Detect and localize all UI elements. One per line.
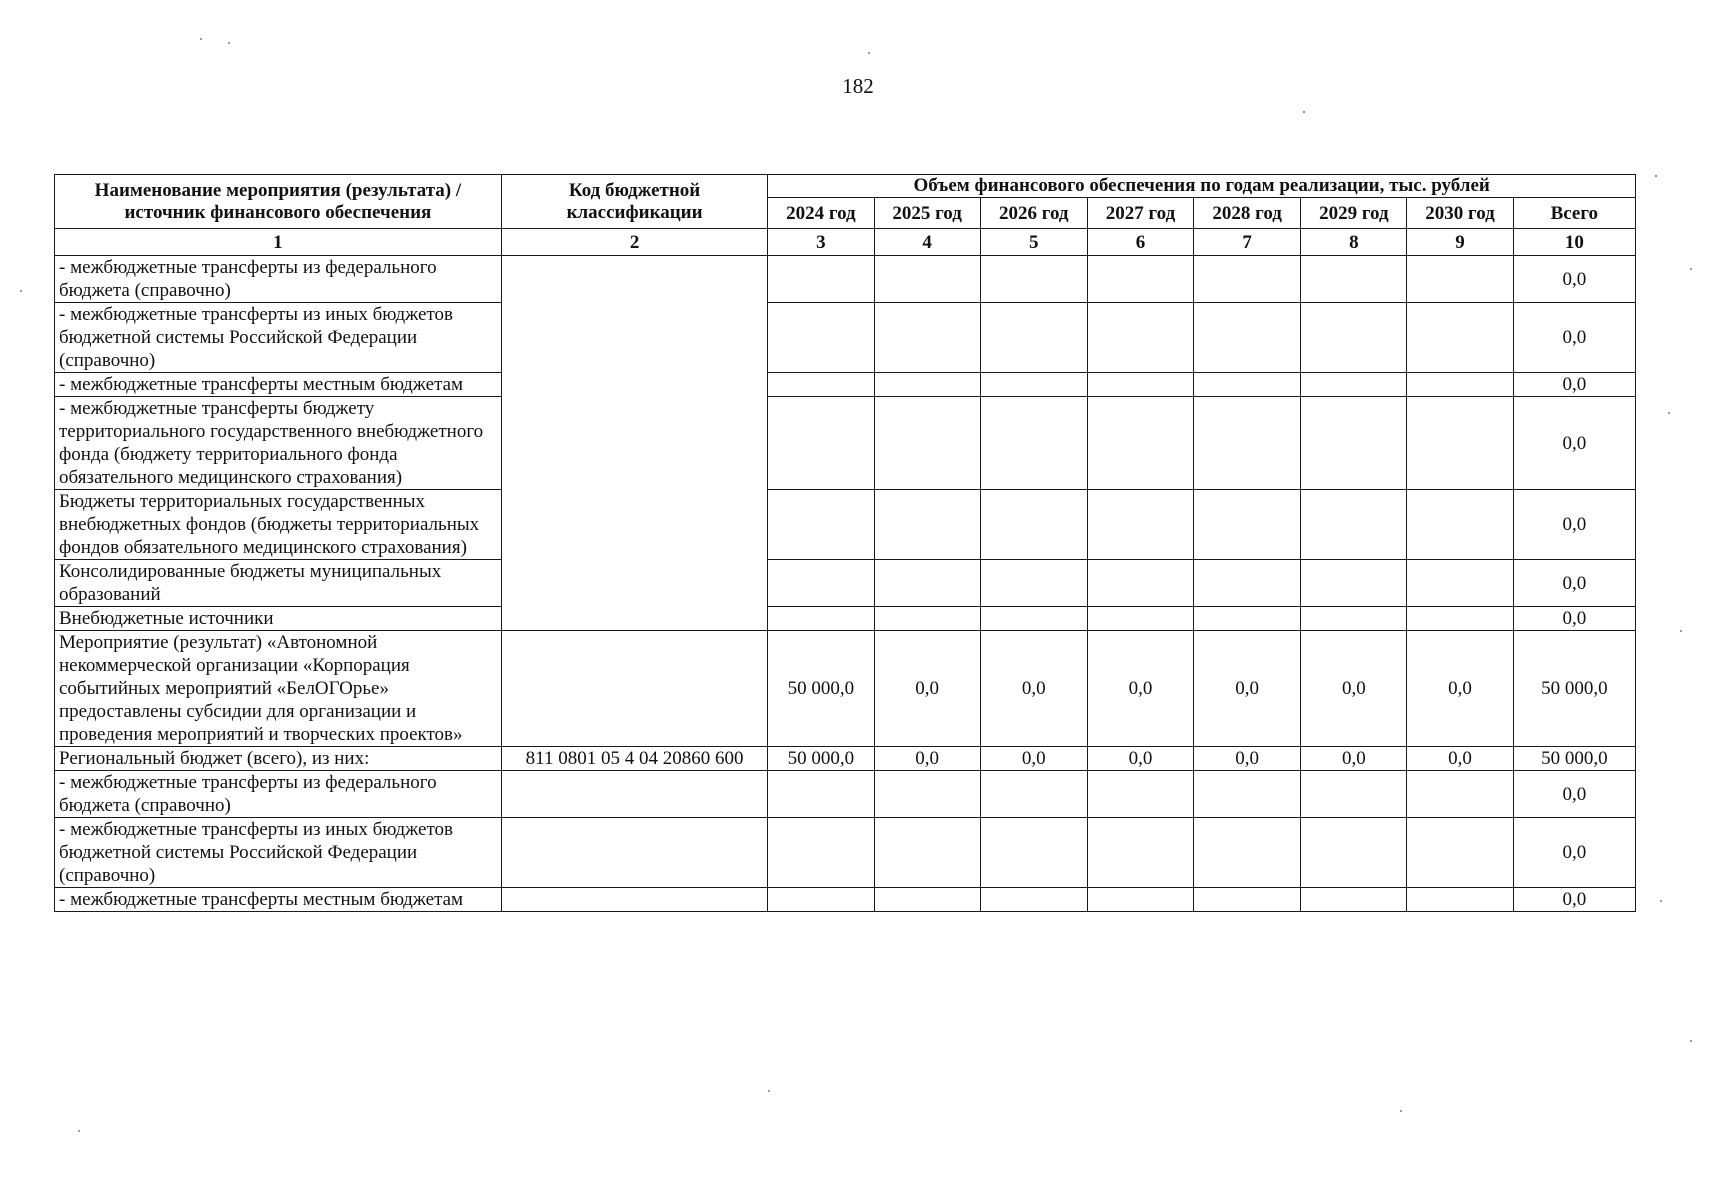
- row-year-value: [1301, 818, 1407, 888]
- row-year-value: [1407, 256, 1513, 303]
- row-year-value: [1301, 303, 1407, 373]
- row-year-value: [768, 560, 874, 607]
- header-row-column-numbers: [55, 229, 1636, 256]
- row-year-value: 0,0: [980, 631, 1087, 747]
- scan-speck: [1690, 1040, 1692, 1042]
- row-name: - межбюджетные трансферты из иных бюджетов бюджетной системы Российской Федерации (справочно): [55, 303, 502, 373]
- row-year-value: [980, 397, 1087, 490]
- row-year-value: [1087, 373, 1193, 397]
- column-number: 3: [768, 229, 874, 256]
- header-code-column: Код бюджетной классификации: [501, 175, 767, 229]
- column-number: 4: [874, 229, 980, 256]
- row-year-value: [1087, 771, 1193, 818]
- table-row: [55, 256, 1636, 303]
- row-year-value: [1194, 397, 1301, 490]
- header-year: 2024 год: [768, 198, 874, 229]
- column-number: 2: [501, 229, 767, 256]
- row-name: Внебюджетные источники: [55, 607, 502, 631]
- table-row: [55, 631, 1636, 747]
- header-volume-group: Объем финансового обеспечения по годам реализации, тыс. рублей: [768, 175, 1636, 198]
- row-total: 0,0: [1513, 771, 1635, 818]
- scan-speck: [78, 1130, 80, 1132]
- row-year-value: [1194, 560, 1301, 607]
- row-year-value: [1087, 607, 1193, 631]
- table-row: [55, 888, 1636, 912]
- row-year-value: 50 000,0: [768, 631, 874, 747]
- row-code: [501, 771, 767, 818]
- row-total: 0,0: [1513, 888, 1635, 912]
- row-year-value: [1194, 607, 1301, 631]
- row-year-value: [1407, 771, 1513, 818]
- row-year-value: 0,0: [1087, 747, 1193, 771]
- table-row: [55, 303, 1636, 373]
- row-year-value: [768, 373, 874, 397]
- column-number: 1: [55, 229, 502, 256]
- row-total: 0,0: [1513, 560, 1635, 607]
- row-total: 50 000,0: [1513, 631, 1635, 747]
- row-year-value: 0,0: [1194, 747, 1301, 771]
- scan-speck: [200, 38, 202, 40]
- column-number: 6: [1087, 229, 1193, 256]
- row-year-value: [1301, 490, 1407, 560]
- row-year-value: [1194, 373, 1301, 397]
- row-year-value: [1087, 888, 1193, 912]
- header-year: 2027 год: [1087, 198, 1193, 229]
- row-year-value: 0,0: [1194, 631, 1301, 747]
- header-name-column: Наименование мероприятия (результата) / источник финансового обеспечения: [55, 175, 502, 229]
- page-number: 182: [842, 74, 874, 98]
- row-year-value: [768, 888, 874, 912]
- row-total: 0,0: [1513, 373, 1635, 397]
- header-row-main: [55, 175, 1636, 198]
- row-year-value: [980, 818, 1087, 888]
- column-number: 7: [1194, 229, 1301, 256]
- scan-speck: [1668, 412, 1670, 414]
- row-total: 0,0: [1513, 490, 1635, 560]
- table-row: [55, 771, 1636, 818]
- scan-speck: [1400, 1110, 1402, 1112]
- scan-speck: [1660, 900, 1662, 902]
- row-year-value: [980, 256, 1087, 303]
- row-year-value: [1301, 373, 1407, 397]
- row-year-value: [874, 607, 980, 631]
- table-row: [55, 560, 1636, 607]
- row-year-value: [1407, 303, 1513, 373]
- row-code: [501, 818, 767, 888]
- row-year-value: [1301, 771, 1407, 818]
- row-year-value: [980, 303, 1087, 373]
- table-row: [55, 747, 1636, 771]
- table-row: [55, 490, 1636, 560]
- header-year: 2025 год: [874, 198, 980, 229]
- row-year-value: [768, 397, 874, 490]
- row-name: - межбюджетные трансферты бюджету территориального государственного внебюджетного фонда (бюджету территориального фонда обязательного медицинского страхования): [55, 397, 502, 490]
- row-year-value: [768, 607, 874, 631]
- row-year-value: [1301, 256, 1407, 303]
- row-year-value: 0,0: [1301, 747, 1407, 771]
- scan-speck: [20, 290, 22, 292]
- row-year-value: [874, 560, 980, 607]
- row-year-value: 0,0: [1087, 631, 1193, 747]
- row-name: - межбюджетные трансферты местным бюджетам: [55, 888, 502, 912]
- row-year-value: [980, 560, 1087, 607]
- row-year-value: [1194, 256, 1301, 303]
- scan-speck: [1655, 175, 1657, 177]
- row-year-value: [980, 888, 1087, 912]
- row-name: - межбюджетные трансферты из иных бюджетов бюджетной системы Российской Федерации (справочно): [55, 818, 502, 888]
- row-year-value: [1301, 560, 1407, 607]
- row-total: 0,0: [1513, 818, 1635, 888]
- row-year-value: [874, 303, 980, 373]
- row-year-value: 0,0: [1407, 747, 1513, 771]
- row-year-value: [768, 256, 874, 303]
- column-number: 9: [1407, 229, 1513, 256]
- row-year-value: [874, 397, 980, 490]
- row-year-value: [874, 888, 980, 912]
- row-name: - межбюджетные трансферты из федерального бюджета (справочно): [55, 771, 502, 818]
- row-year-value: [1194, 771, 1301, 818]
- row-year-value: [1301, 397, 1407, 490]
- row-year-value: [1087, 256, 1193, 303]
- column-number: 10: [1513, 229, 1635, 256]
- row-code: [501, 631, 767, 747]
- column-number: 8: [1301, 229, 1407, 256]
- header-total: Всего: [1513, 198, 1635, 229]
- row-name: Консолидированные бюджеты муниципальных образований: [55, 560, 502, 607]
- row-year-value: [1301, 607, 1407, 631]
- row-year-value: [1301, 888, 1407, 912]
- row-total: 0,0: [1513, 256, 1635, 303]
- row-year-value: [768, 818, 874, 888]
- table-body: [55, 256, 1636, 912]
- row-year-value: [980, 373, 1087, 397]
- row-total: 50 000,0: [1513, 747, 1635, 771]
- row-year-value: [1194, 818, 1301, 888]
- row-year-value: [1407, 888, 1513, 912]
- row-name: - межбюджетные трансферты местным бюджетам: [55, 373, 502, 397]
- row-year-value: [1087, 303, 1193, 373]
- row-year-value: [1194, 490, 1301, 560]
- row-year-value: [1087, 818, 1193, 888]
- row-year-value: 0,0: [1407, 631, 1513, 747]
- row-year-value: 50 000,0: [768, 747, 874, 771]
- row-year-value: 0,0: [980, 747, 1087, 771]
- scan-speck: [868, 52, 870, 54]
- row-year-value: [1087, 560, 1193, 607]
- row-total: 0,0: [1513, 607, 1635, 631]
- financing-table: [54, 174, 1636, 912]
- row-year-value: [1194, 888, 1301, 912]
- table-row: [55, 607, 1636, 631]
- row-year-value: [1407, 560, 1513, 607]
- row-year-value: [1407, 490, 1513, 560]
- row-year-value: [874, 490, 980, 560]
- row-year-value: [980, 490, 1087, 560]
- row-year-value: [1087, 397, 1193, 490]
- row-name: Бюджеты территориальных государственных внебюджетных фондов (бюджеты территориальных фондов обязательного медицинского страхования): [55, 490, 502, 560]
- scan-speck: [1690, 268, 1692, 270]
- row-year-value: [1407, 373, 1513, 397]
- row-code: [501, 256, 767, 631]
- row-name: - межбюджетные трансферты из федерального бюджета (справочно): [55, 256, 502, 303]
- scan-speck: [1680, 630, 1682, 632]
- row-total: 0,0: [1513, 397, 1635, 490]
- row-code: 811 0801 05 4 04 20860 600: [501, 747, 767, 771]
- row-year-value: [768, 303, 874, 373]
- row-year-value: 0,0: [874, 747, 980, 771]
- table-row: [55, 818, 1636, 888]
- row-year-value: [1407, 818, 1513, 888]
- row-year-value: [1407, 397, 1513, 490]
- row-year-value: 0,0: [1301, 631, 1407, 747]
- row-year-value: [768, 771, 874, 818]
- row-year-value: [874, 373, 980, 397]
- row-year-value: [874, 256, 980, 303]
- header-year: 2026 год: [980, 198, 1087, 229]
- table-row: [55, 373, 1636, 397]
- row-name: Региональный бюджет (всего), из них:: [55, 747, 502, 771]
- table-row: [55, 397, 1636, 490]
- scan-speck: [1303, 111, 1305, 113]
- row-year-value: [874, 771, 980, 818]
- header-year: 2029 год: [1301, 198, 1407, 229]
- row-name: Мероприятие (результат) «Автономной некоммерческой организации «Корпорация событийных мероприятий «БелОГОрье» предоставлены субсидии для организации и проведения мероприятий и творческих проектов»: [55, 631, 502, 747]
- row-year-value: [1087, 490, 1193, 560]
- row-year-value: 0,0: [874, 631, 980, 747]
- row-year-value: [768, 490, 874, 560]
- row-year-value: [874, 818, 980, 888]
- row-total: 0,0: [1513, 303, 1635, 373]
- row-year-value: [1407, 607, 1513, 631]
- header-year: 2028 год: [1194, 198, 1301, 229]
- header-year: 2030 год: [1407, 198, 1513, 229]
- scan-speck: [768, 1090, 770, 1092]
- row-year-value: [980, 771, 1087, 818]
- row-year-value: [1194, 303, 1301, 373]
- row-code: [501, 888, 767, 912]
- column-number: 5: [980, 229, 1087, 256]
- row-year-value: [980, 607, 1087, 631]
- scan-speck: [228, 42, 230, 44]
